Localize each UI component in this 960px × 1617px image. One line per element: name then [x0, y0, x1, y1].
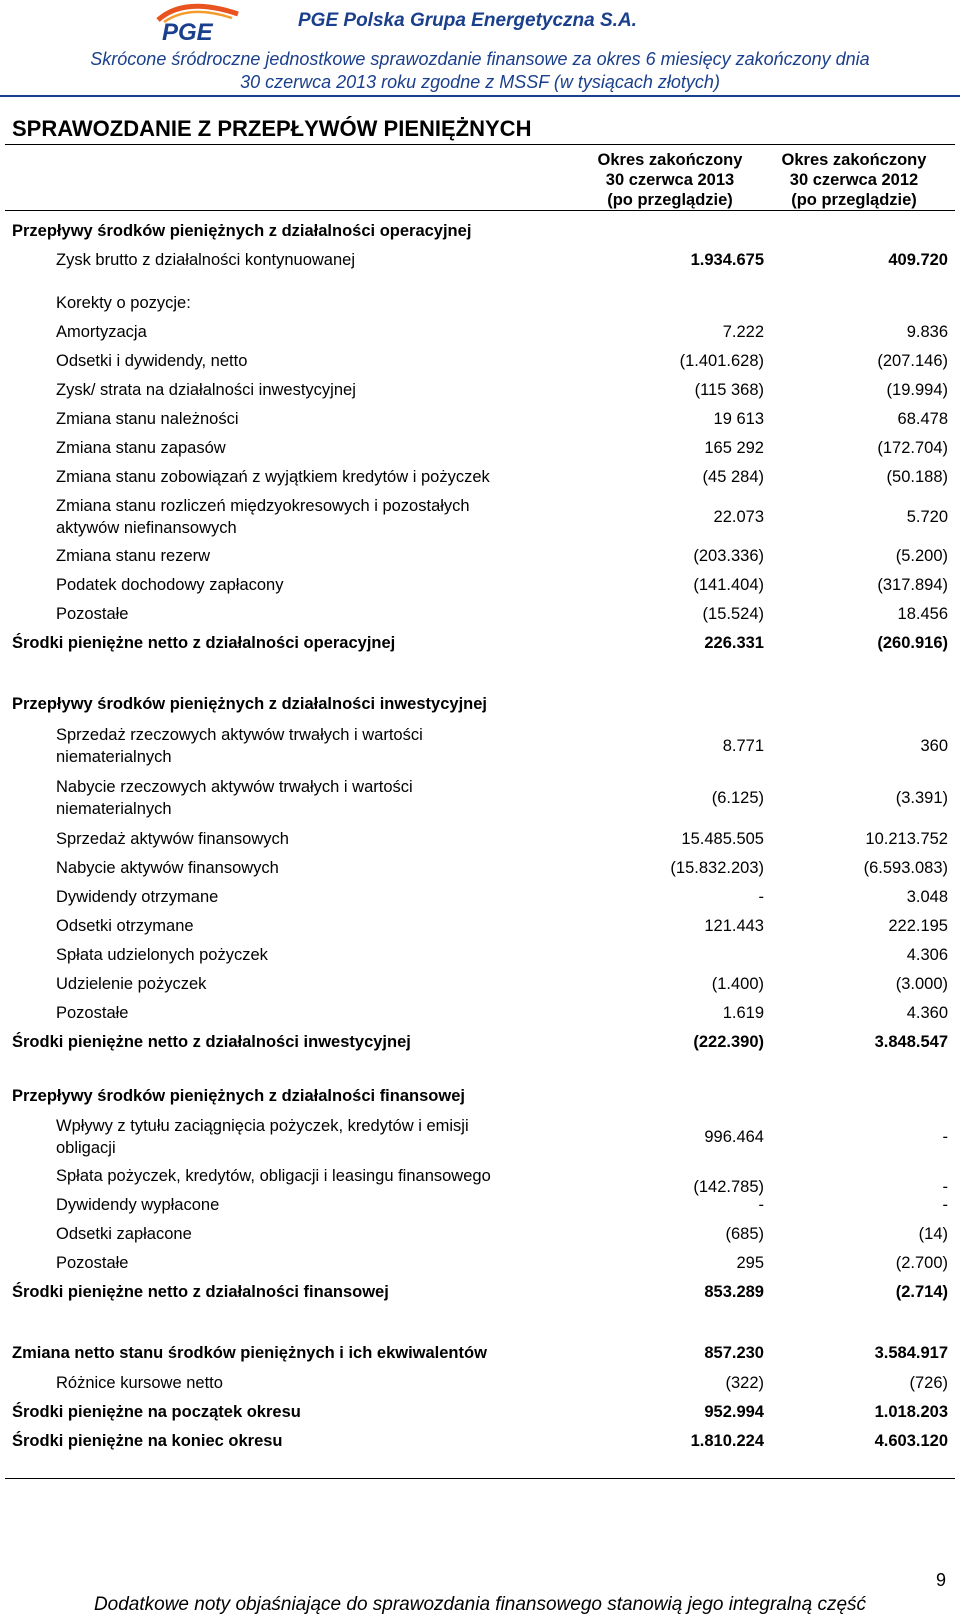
row-label: Pozostałe: [56, 605, 129, 623]
value-2012: (6.593.083): [863, 859, 948, 877]
row-label: Pozostałe: [56, 1004, 129, 1022]
column-header-2013: Okres zakończony 30 czerwca 2013 (po przeglądzie): [597, 151, 743, 209]
value-2012: 222.195: [888, 917, 948, 935]
value-2012: 409.720: [888, 251, 948, 269]
value-2012: (14): [918, 1225, 948, 1243]
column-header-underline: [5, 210, 955, 211]
row-label: Sprzedaż rzeczowych aktywów trwałych i wartości niematerialnych: [56, 726, 423, 766]
value-2012: (3.000): [895, 975, 948, 993]
report-subtitle-line2: 30 czerwca 2013 roku zgodne z MSSF (w tysiącach złotych): [240, 72, 720, 92]
row-label: Zmiana stanu zapasów: [56, 439, 226, 457]
report-subtitle-line1: Skrócone śródroczne jednostkowe sprawozdanie finansowe za okres 6 miesięcy zakończony dnia: [90, 49, 870, 69]
value-2012: 18.456: [897, 605, 948, 623]
row-label: Środki pieniężne netto z działalności finansowej: [12, 1283, 389, 1301]
value-2012: 360: [920, 737, 948, 755]
value-2013: 226.331: [704, 634, 764, 652]
value-2012: 4.306: [906, 946, 948, 964]
value-2013: (142.785): [693, 1178, 764, 1196]
value-2013: 8.771: [722, 737, 764, 755]
value-2012: -: [942, 1178, 948, 1196]
value-2012: 5.720: [906, 508, 948, 526]
value-2012: 3.048: [906, 888, 948, 906]
row-label: Spłata pożyczek, kredytów, obligacji i leasingu finansowego: [56, 1167, 491, 1185]
row-label: Środki pieniężne na początek okresu: [12, 1403, 301, 1421]
row-label: Pozostałe: [56, 1254, 129, 1272]
row-label: Zmiana stanu rozliczeń międzyokresowych i pozostałych aktywów niefinansowych: [56, 497, 470, 537]
row-label: Zmiana stanu rezerw: [56, 547, 211, 565]
row-label: Środki pieniężne netto z działalności operacyjnej: [12, 634, 396, 652]
statement-title: SPRAWOZDANIE Z PRZEPŁYWÓW PIENIĘŻNYCH: [12, 116, 532, 141]
value-2012: (317.894): [877, 576, 948, 594]
value-2012: (2.714): [895, 1283, 948, 1301]
value-2012: 3.584.917: [874, 1344, 948, 1362]
value-2013: 996.464: [704, 1128, 764, 1146]
value-2012: 3.848.547: [874, 1033, 948, 1051]
company-name: PGE Polska Grupa Energetyczna S.A.: [298, 10, 637, 31]
value-2012: (207.146): [877, 352, 948, 370]
value-2012: 10.213.752: [865, 830, 948, 848]
value-2013: (685): [725, 1225, 764, 1243]
column-header-2012: Okres zakończony 30 czerwca 2012 (po przeglądzie): [781, 151, 927, 209]
value-2012: (3.391): [895, 789, 948, 807]
value-2013: 1.934.675: [690, 251, 764, 269]
value-2013: (322): [725, 1374, 764, 1392]
document-header: [0, 0, 960, 100]
value-2013: 22.073: [713, 508, 764, 526]
value-2012: -: [942, 1196, 948, 1214]
value-2013: 857.230: [704, 1344, 764, 1362]
row-label: Amortyzacja: [56, 323, 147, 341]
row-label: Nabycie rzeczowych aktywów trwałych i wartości niematerialnych: [56, 778, 413, 818]
value-2013: (141.404): [693, 576, 764, 594]
value-2012: (260.916): [877, 634, 948, 652]
value-2013: 165 292: [704, 439, 764, 457]
value-2012: 4.360: [906, 1004, 948, 1022]
row-label: Różnice kursowe netto: [56, 1374, 223, 1392]
row-label: Odsetki otrzymane: [56, 917, 194, 935]
title-underline: [5, 144, 955, 145]
row-label: Podatek dochodowy zapłacony: [56, 576, 284, 594]
value-2013: (203.336): [693, 547, 764, 565]
value-2013: 7.222: [722, 323, 764, 341]
row-label: Wpływy z tytułu zaciągnięcia pożyczek, kredytów i emisji obligacji: [56, 1117, 469, 1157]
value-2013: -: [758, 1196, 764, 1214]
row-label: Dywidendy otrzymane: [56, 888, 219, 906]
pge-logo: [140, 2, 250, 44]
value-2012: (50.188): [886, 468, 948, 486]
value-2012: 4.603.120: [874, 1432, 948, 1450]
value-2013: (15.832.203): [670, 859, 764, 877]
row-label: Zmiana stanu zobowiązań z wyjątkiem kredytów i pożyczek: [56, 468, 490, 486]
value-2013: 1.810.224: [690, 1432, 764, 1450]
row-label: Zysk/ strata na działalności inwestycyjnej: [56, 381, 356, 399]
row-label: Sprzedaż aktywów finansowych: [56, 830, 289, 848]
value-2013: -: [758, 888, 764, 906]
value-2012: 9.836: [906, 323, 948, 341]
value-2013: 1.619: [722, 1004, 764, 1022]
value-2012: -: [942, 1128, 948, 1146]
value-2012: (19.994): [886, 381, 948, 399]
value-2013: (45 284): [702, 468, 764, 486]
value-2013: 295: [736, 1254, 764, 1272]
value-2013: (1.400): [711, 975, 764, 993]
row-label: Udzielenie pożyczek: [56, 975, 207, 993]
footer-note: Dodatkowe noty objaśniające do sprawozdania finansowego stanowią jego integralną część: [93, 1594, 867, 1615]
row-label: Środki pieniężne na koniec okresu: [12, 1432, 283, 1450]
table-bottom-rule: [5, 1478, 955, 1479]
value-2013: (1.401.628): [679, 352, 764, 370]
header-divider: [0, 95, 960, 97]
row-label: Korekty o pozycje:: [56, 294, 191, 312]
value-2013: (222.390): [693, 1033, 764, 1051]
row-label: Odsetki zapłacone: [56, 1225, 192, 1243]
value-2013: (15.524): [702, 605, 764, 623]
value-2013: 952.994: [704, 1403, 764, 1421]
row-label: Spłata udzielonych pożyczek: [56, 946, 268, 964]
row-label: Zmiana stanu należności: [56, 410, 239, 428]
value-2013: (115 368): [694, 381, 764, 399]
row-label: Zysk brutto z działalności kontynuowanej: [56, 251, 355, 269]
row-label: Przepływy środków pieniężnych z działalności finansowej: [12, 1087, 465, 1105]
value-2012: (5.200): [895, 547, 948, 565]
svg-text:PGE: PGE: [162, 19, 213, 44]
value-2013: (6.125): [711, 789, 764, 807]
row-label: Odsetki i dywidendy, netto: [56, 352, 248, 370]
value-2013: 121.443: [704, 917, 764, 935]
value-2013: 19 613: [713, 410, 764, 428]
row-label: Nabycie aktywów finansowych: [56, 859, 279, 877]
value-2012: 1.018.203: [874, 1403, 948, 1421]
page-number: 9: [935, 1570, 946, 1590]
value-2012: (726): [909, 1374, 948, 1392]
row-label: Przepływy środków pieniężnych z działalności operacyjnej: [12, 222, 472, 240]
row-label: Przepływy środków pieniężnych z działalności inwestycyjnej: [12, 695, 487, 713]
value-2013: 853.289: [704, 1283, 764, 1301]
row-label: Zmiana netto stanu środków pieniężnych i ich ekwiwalentów: [12, 1344, 487, 1362]
value-2013: 15.485.505: [681, 830, 764, 848]
row-label: Środki pieniężne netto z działalności inwestycyjnej: [12, 1033, 411, 1051]
row-label: Dywidendy wypłacone: [56, 1196, 220, 1214]
value-2012: (172.704): [877, 439, 948, 457]
value-2012: (2.700): [895, 1254, 948, 1272]
value-2012: 68.478: [897, 410, 948, 428]
